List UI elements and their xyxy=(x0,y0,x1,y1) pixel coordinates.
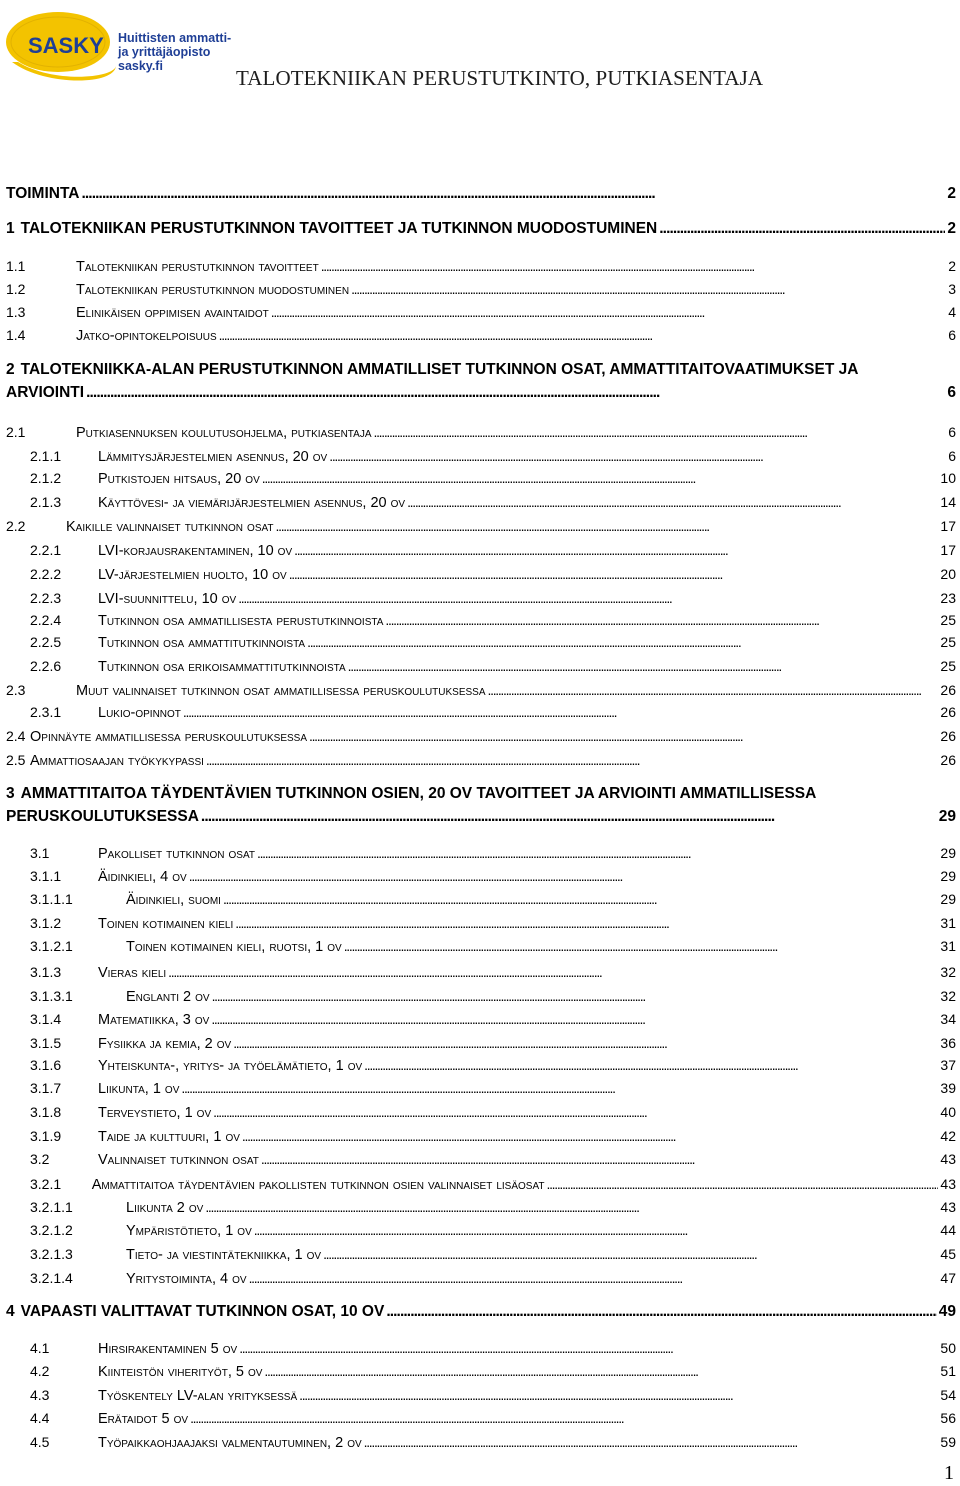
toc-number: 3.1.3 xyxy=(30,964,62,980)
toc-page-number: 26 xyxy=(940,704,956,720)
toc-number: 2.2 xyxy=(6,518,26,534)
toc-page-number: 45 xyxy=(940,1246,956,1262)
toc-entry-1[interactable] xyxy=(6,219,956,239)
toc-title: AMMATTITAITOA TÄYDENTÄVIEN TUTKINNON OSIEN, 20 OV TAVOITTEET JA ARVIOINTI AMMATILLISESSA xyxy=(20,785,817,802)
toc-number: 3.1.1.1 xyxy=(30,891,73,907)
toc-title: Käyttövesi- ja viemärijärjestelmien asennus, 20 ov xyxy=(98,495,406,511)
toc-title: LVI-suunnittelu, 10 ov xyxy=(98,591,237,607)
toc-page-number: 29 xyxy=(940,845,956,861)
toc-number: 3.1.7 xyxy=(30,1080,62,1096)
toc-entry-3.2[interactable] xyxy=(30,1149,956,1170)
toc-entry-4.3[interactable] xyxy=(30,1385,956,1406)
logo-line3: sasky.fi xyxy=(118,59,163,73)
toc-entry-1.4[interactable] xyxy=(6,325,956,346)
toc-leader-dots xyxy=(249,1268,939,1288)
toc-leader-dots xyxy=(238,588,938,608)
toc-page-number: 29 xyxy=(940,891,956,907)
toc-entry-3.2.1.4[interactable] xyxy=(30,1268,956,1289)
toc-page-number: 31 xyxy=(940,915,956,931)
toc-title: Hirsirakentaminen 5 ov xyxy=(98,1341,238,1357)
toc-entry-3.1.5[interactable] xyxy=(30,1033,956,1054)
toc-entry-3[interactable] xyxy=(6,807,956,827)
toc-leader-dots xyxy=(254,1220,939,1240)
toc-number: 3.1.8 xyxy=(30,1104,62,1120)
toc-entry-2.2.1[interactable] xyxy=(30,540,956,561)
toc-entry-2.2.5[interactable] xyxy=(30,632,956,653)
toc-page-number: 40 xyxy=(940,1104,956,1120)
toc-page-number: 29 xyxy=(938,808,956,825)
toc-entry-4.2[interactable] xyxy=(30,1361,956,1382)
toc-number: 3 xyxy=(6,785,15,802)
toc-entry-4.5[interactable] xyxy=(30,1432,956,1453)
toc-page-number: 4 xyxy=(948,304,956,320)
toc-leader-dots xyxy=(329,446,946,466)
toc-number: 3.1.3.1 xyxy=(30,988,73,1004)
toc-entry-3.2.1.3[interactable] xyxy=(30,1244,956,1265)
toc-leader-dots xyxy=(239,1338,938,1358)
toc-page-number: 6 xyxy=(948,448,956,464)
toc-title: TALOTEKNIIKAN PERUSTUTKINNON TAVOITTEET JA TUTKINNON MUODOSTUMINEN xyxy=(20,220,658,237)
toc-page-number: 25 xyxy=(940,612,956,628)
toc-number: 3.1 xyxy=(30,845,50,861)
toc-entry-2.2[interactable] xyxy=(6,516,956,537)
toc-number: 4.4 xyxy=(30,1410,50,1426)
toc-title: Kaikille valinnaiset tutkinnon osat xyxy=(66,519,274,535)
toc-number: 3.1.4 xyxy=(30,1011,62,1027)
toc-entry-1.3[interactable] xyxy=(6,302,956,323)
toc-page-number: 26 xyxy=(940,728,956,744)
toc-page-number: 2 xyxy=(948,258,956,274)
toc-entry-3.1.2.1[interactable] xyxy=(30,936,956,957)
toc-number: 3.2.1.2 xyxy=(30,1222,73,1238)
toc-leader-dots xyxy=(257,843,938,863)
toc-page-number: 43 xyxy=(940,1176,956,1192)
toc-number: 4.3 xyxy=(30,1387,50,1403)
toc-number: 4.5 xyxy=(30,1434,50,1450)
toc-title: Vieras kieli xyxy=(98,965,167,981)
toc-title: Tieto- ja viestintätekniikka, 1 ov xyxy=(126,1247,322,1263)
toc-number: 3.1.2 xyxy=(30,915,62,931)
toc-page-number: 10 xyxy=(940,470,956,486)
toc-number: 3.1.9 xyxy=(30,1128,62,1144)
logo-line1: Huittisten ammatti- xyxy=(118,31,232,45)
toc-entry-3.1.6[interactable] xyxy=(30,1055,956,1076)
toc-title: Ympäristötieto, 1 ov xyxy=(126,1223,252,1239)
toc-title: Yhteiskunta-, yritys- ja työelämätieto, 1 ov xyxy=(98,1058,363,1074)
toc-number: 2.4 xyxy=(6,728,26,744)
toc-page-number: 17 xyxy=(940,518,956,534)
toc-title: Äidinkieli, suomi xyxy=(126,892,221,908)
toc-page-number: 47 xyxy=(940,1270,956,1286)
document-title: TALOTEKNIIKAN PERUSTUTKINTO, PUTKIASENTAJA xyxy=(236,66,764,90)
toc-leader-dots xyxy=(189,866,939,886)
toc-title: Työpaikkaohjaajaksi valmentautuminen, 2 ov xyxy=(98,1435,362,1451)
toc-number: 3.2.1 xyxy=(30,1176,62,1192)
toc-page-number: 44 xyxy=(940,1222,956,1238)
toc-entry-3.2.1.1[interactable] xyxy=(30,1197,956,1218)
toc-page-number: 37 xyxy=(940,1057,956,1073)
toc-title: Liikunta 2 ov xyxy=(126,1200,204,1216)
toc-entry-2.1.2[interactable] xyxy=(30,468,956,489)
toc-title: Putkiasennuksen koulutusohjelma, putkiasentaja xyxy=(76,425,372,441)
toc-entry-1.1[interactable] xyxy=(6,256,956,277)
toc-number: 1 xyxy=(6,220,15,237)
toc-title: Äidinkieli, 4 ov xyxy=(98,869,187,885)
toc-entry-2-line1[interactable] xyxy=(6,360,858,380)
toc-number: 2.2.1 xyxy=(30,542,62,558)
toc-number: 3.2 xyxy=(30,1151,50,1167)
toc-title: Talotekniikan perustutkinnon tavoitteet xyxy=(76,259,319,275)
toc-number: 2.1 xyxy=(6,424,26,440)
toc-leader-dots xyxy=(351,279,946,299)
toc-title: Tutkinnon osa ammatillisesta perustutkinnoista xyxy=(98,613,384,629)
toc-entry-1.2[interactable] xyxy=(6,279,956,300)
toc-page-number: 6 xyxy=(948,424,956,440)
toc-number: 1.1 xyxy=(6,258,26,274)
toc-entry-4.1[interactable] xyxy=(30,1338,956,1359)
toc-page-number: 59 xyxy=(940,1434,956,1450)
toc-title: Jatko-opintokelpoisuus xyxy=(76,328,217,344)
toc-title: Ammattiosaajan työkykypassi xyxy=(30,753,204,769)
toc-leader-dots xyxy=(219,325,947,345)
toc-entry-4.4[interactable] xyxy=(30,1408,956,1429)
toc-page-number: 26 xyxy=(940,752,956,768)
toc-leader-dots xyxy=(321,256,947,276)
toc-number: 2.2.2 xyxy=(30,566,62,582)
toc-page-number: 54 xyxy=(940,1387,956,1403)
toc-number: 2.2.4 xyxy=(30,612,62,628)
toc-page-number: 6 xyxy=(947,384,956,401)
toc-page-number: 23 xyxy=(940,590,956,606)
toc-entry-2.1.1[interactable] xyxy=(30,446,956,467)
toc-leader-dots xyxy=(294,540,938,560)
toc-title: Toinen kotimainen kieli, ruotsi, 1 ov xyxy=(126,939,342,955)
toc-title: Muut valinnaiset tutkinnon osat ammatillisessa peruskoulutuksessa xyxy=(76,683,486,699)
toc-number: 2.3.1 xyxy=(30,704,62,720)
toc-leader-dots xyxy=(344,936,939,956)
toc-number: 3.1.1 xyxy=(30,868,62,884)
toc-entry-2[interactable] xyxy=(6,383,956,403)
toc-page-number: 25 xyxy=(940,658,956,674)
toc-leader-dots xyxy=(86,383,945,403)
toc-title: Erätaidot 5 ov xyxy=(98,1411,189,1427)
toc-entry-3.1.1.1[interactable] xyxy=(30,889,956,910)
toc-number: 4.1 xyxy=(30,1340,50,1356)
toc-title: TALOTEKNIIKKA-ALAN PERUSTUTKINNON AMMATILLISET TUTKINNON OSAT, AMMATTITAITOVAATIMUKSET JA xyxy=(20,361,859,378)
toc-title: Yritystoiminta, 4 ov xyxy=(126,1271,247,1287)
toc-number: 3.2.1.4 xyxy=(30,1270,73,1286)
toc-entry-intro[interactable] xyxy=(6,184,956,204)
toc-title: TOIMINTA xyxy=(6,185,80,202)
toc-entry-2.2.3[interactable] xyxy=(30,588,956,609)
toc-number: 3.2.1.1 xyxy=(30,1199,73,1215)
toc-entry-3.1.7[interactable] xyxy=(30,1078,956,1099)
toc-title: Valinnaiset tutkinnon osat xyxy=(98,1152,259,1168)
toc-title: Ammattitaitoa täydentävien pakollisten tutkinnon osien valinnaiset lisäosat xyxy=(91,1177,545,1193)
toc-title: Opinnäyte ammatillisessa peruskoulutuksessa xyxy=(30,729,307,745)
toc-leader-dots xyxy=(211,1009,938,1029)
toc-leader-dots xyxy=(213,1102,938,1122)
toc-leader-dots xyxy=(364,1432,939,1452)
toc-page-number: 2 xyxy=(947,220,956,237)
toc-page-number: 2 xyxy=(947,185,956,202)
toc-entry-2.2.6[interactable] xyxy=(30,656,956,677)
toc-leader-dots xyxy=(307,632,938,652)
toc-leader-dots xyxy=(181,1078,938,1098)
toc-title: Työskentely LV-alan yrityksessä xyxy=(98,1388,298,1404)
toc-number: 3.1.5 xyxy=(30,1035,62,1051)
toc-number: 2.1.2 xyxy=(30,470,62,486)
toc-leader-dots xyxy=(223,889,938,909)
toc-page-number: 25 xyxy=(940,634,956,650)
toc-entry-3.1.3[interactable] xyxy=(30,962,956,983)
toc-leader-dots xyxy=(190,1408,938,1428)
toc-title: Lukio-opinnot xyxy=(98,705,181,721)
toc-number: 2.2.5 xyxy=(30,634,62,650)
toc-number: 3.2.1.3 xyxy=(30,1246,73,1262)
toc-number: 1.2 xyxy=(6,281,26,297)
toc-entry-2.3[interactable] xyxy=(6,680,956,701)
toc-leader-dots xyxy=(386,1302,936,1322)
toc-leader-dots xyxy=(205,1197,938,1217)
toc-entry-4[interactable] xyxy=(6,1302,956,1322)
toc-page-number: 43 xyxy=(940,1199,956,1215)
toc-page-number: 32 xyxy=(940,964,956,980)
toc-entry-3-line1[interactable] xyxy=(6,784,816,804)
toc-leader-dots xyxy=(407,492,938,512)
toc-leader-dots xyxy=(374,422,947,442)
toc-title: Talotekniikan perustutkinnon muodostuminen xyxy=(76,282,350,298)
toc-number: 2.3 xyxy=(6,682,26,698)
toc-leader-dots xyxy=(242,1126,939,1146)
page-number: 1 xyxy=(944,1462,954,1484)
toc-title: Matematiikka, 3 ov xyxy=(98,1012,210,1028)
toc-title: Englanti 2 ov xyxy=(126,989,210,1005)
toc-entry-2.4[interactable] xyxy=(6,726,956,747)
toc-page-number: 56 xyxy=(940,1410,956,1426)
toc-page-number: 50 xyxy=(940,1340,956,1356)
toc-page-number: 39 xyxy=(940,1080,956,1096)
toc-leader-dots xyxy=(271,302,946,322)
toc-leader-dots xyxy=(262,468,939,488)
toc-leader-dots xyxy=(385,610,938,630)
toc-entry-2.3.1[interactable] xyxy=(30,702,956,723)
toc-page-number: 36 xyxy=(940,1035,956,1051)
toc-title: Liikunta, 1 ov xyxy=(98,1081,180,1097)
toc-number: 1.4 xyxy=(6,327,26,343)
toc-entry-3.1.1[interactable] xyxy=(30,866,956,887)
toc-entry-2.2.4[interactable] xyxy=(30,610,956,631)
toc-entry-2.1[interactable] xyxy=(6,422,956,443)
toc-leader-dots xyxy=(323,1244,938,1264)
logo-line2: ja yrittäjäopisto xyxy=(118,45,211,59)
toc-title: Pakolliset tutkinnon osat xyxy=(98,846,256,862)
toc-number: 2.1.3 xyxy=(30,494,62,510)
toc-leader-dots xyxy=(168,962,938,982)
toc-page-number: 49 xyxy=(938,1303,956,1320)
toc-page-number: 20 xyxy=(940,566,956,582)
toc-page-number: 6 xyxy=(948,327,956,343)
toc-title: Putkistojen hitsaus, 20 ov xyxy=(98,471,260,487)
toc-leader-dots xyxy=(235,913,938,933)
toc-entry-3.1.8[interactable] xyxy=(30,1102,956,1123)
toc-leader-dots xyxy=(81,184,945,204)
toc-page-number: 26 xyxy=(940,682,956,698)
toc-leader-dots xyxy=(309,726,938,746)
toc-number: 2.2.3 xyxy=(30,590,62,606)
toc-entry-2.2.2[interactable] xyxy=(30,564,956,585)
toc-entry-3.1.4[interactable] xyxy=(30,1009,956,1030)
toc-page-number: 31 xyxy=(940,938,956,954)
toc-entry-2.1.3[interactable] xyxy=(30,492,956,513)
toc-page-number: 34 xyxy=(940,1011,956,1027)
toc-title: Terveystieto, 1 ov xyxy=(98,1105,212,1121)
toc-leader-dots xyxy=(233,1033,938,1053)
logo-brand: SASKY xyxy=(28,33,104,58)
toc-leader-dots xyxy=(547,1174,939,1194)
toc-entry-2.5[interactable] xyxy=(6,750,956,771)
toc-entry-3.2.1.2[interactable] xyxy=(30,1220,956,1241)
toc-title: Fysiikka ja kemia, 2 ov xyxy=(98,1036,232,1052)
toc-page-number: 14 xyxy=(940,494,956,510)
toc-entry-3.1.2[interactable] xyxy=(30,913,956,934)
toc-title: Toinen kotimainen kieli xyxy=(98,916,234,932)
toc-leader-dots xyxy=(276,516,939,536)
toc-title: Taide ja kulttuuri, 1 ov xyxy=(98,1129,240,1145)
toc-leader-dots xyxy=(659,219,945,239)
toc-page-number: 17 xyxy=(940,542,956,558)
toc-page-number: 42 xyxy=(940,1128,956,1144)
toc-leader-dots xyxy=(206,750,939,770)
toc-number: 2.5 xyxy=(6,752,26,768)
toc-leader-dots xyxy=(289,564,939,584)
toc-page-number: 29 xyxy=(940,868,956,884)
toc-leader-dots xyxy=(299,1385,938,1405)
toc-entry-3.2.1[interactable] xyxy=(30,1174,956,1195)
toc-title: Elinikäisen oppimisen avaintaidot xyxy=(76,305,269,321)
toc-title: ARVIOINTI xyxy=(6,384,85,401)
toc-entry-3.1.3.1[interactable] xyxy=(30,986,956,1007)
toc-title: LV-järjestelmien huolto, 10 ov xyxy=(98,567,287,583)
toc-title: PERUSKOULUTUKSESSA xyxy=(6,808,199,825)
toc-title: LVI-korjausrakentaminen, 10 ov xyxy=(98,543,293,559)
toc-number: 3.1.2.1 xyxy=(30,938,73,954)
toc-page-number: 32 xyxy=(940,988,956,1004)
toc-leader-dots xyxy=(348,656,939,676)
toc-title: Tutkinnon osa ammattitutkinnoista xyxy=(98,635,306,651)
toc-leader-dots xyxy=(488,680,939,700)
toc-number: 2.2.6 xyxy=(30,658,62,674)
toc-leader-dots xyxy=(183,702,939,722)
toc-title: Tutkinnon osa erikoisammattitutkinnoista xyxy=(98,659,346,675)
toc-page-number: 43 xyxy=(940,1151,956,1167)
toc-entry-3.1[interactable] xyxy=(30,843,956,864)
toc-page-number: 3 xyxy=(948,281,956,297)
toc-leader-dots xyxy=(201,807,937,827)
toc-leader-dots xyxy=(261,1149,939,1169)
toc-number: 2.1.1 xyxy=(30,448,62,464)
toc-entry-3.1.9[interactable] xyxy=(30,1126,956,1147)
toc-number: 3.1.6 xyxy=(30,1057,62,1073)
toc-leader-dots xyxy=(364,1055,938,1075)
toc-number: 2 xyxy=(6,361,15,378)
toc-number: 4 xyxy=(6,1303,15,1320)
toc-title: Kiinteistön viherityöt, 5 ov xyxy=(98,1364,263,1380)
toc-title: Lämmitysjärjestelmien asennus, 20 ov xyxy=(98,449,328,465)
toc-leader-dots xyxy=(212,986,939,1006)
toc-leader-dots xyxy=(264,1361,938,1381)
toc-number: 4.2 xyxy=(30,1363,50,1379)
toc-title: VAPAASTI VALITTAVAT TUTKINNON OSAT, 10 OV xyxy=(20,1303,385,1320)
toc-page-number: 51 xyxy=(940,1363,956,1379)
toc-number: 1.3 xyxy=(6,304,26,320)
